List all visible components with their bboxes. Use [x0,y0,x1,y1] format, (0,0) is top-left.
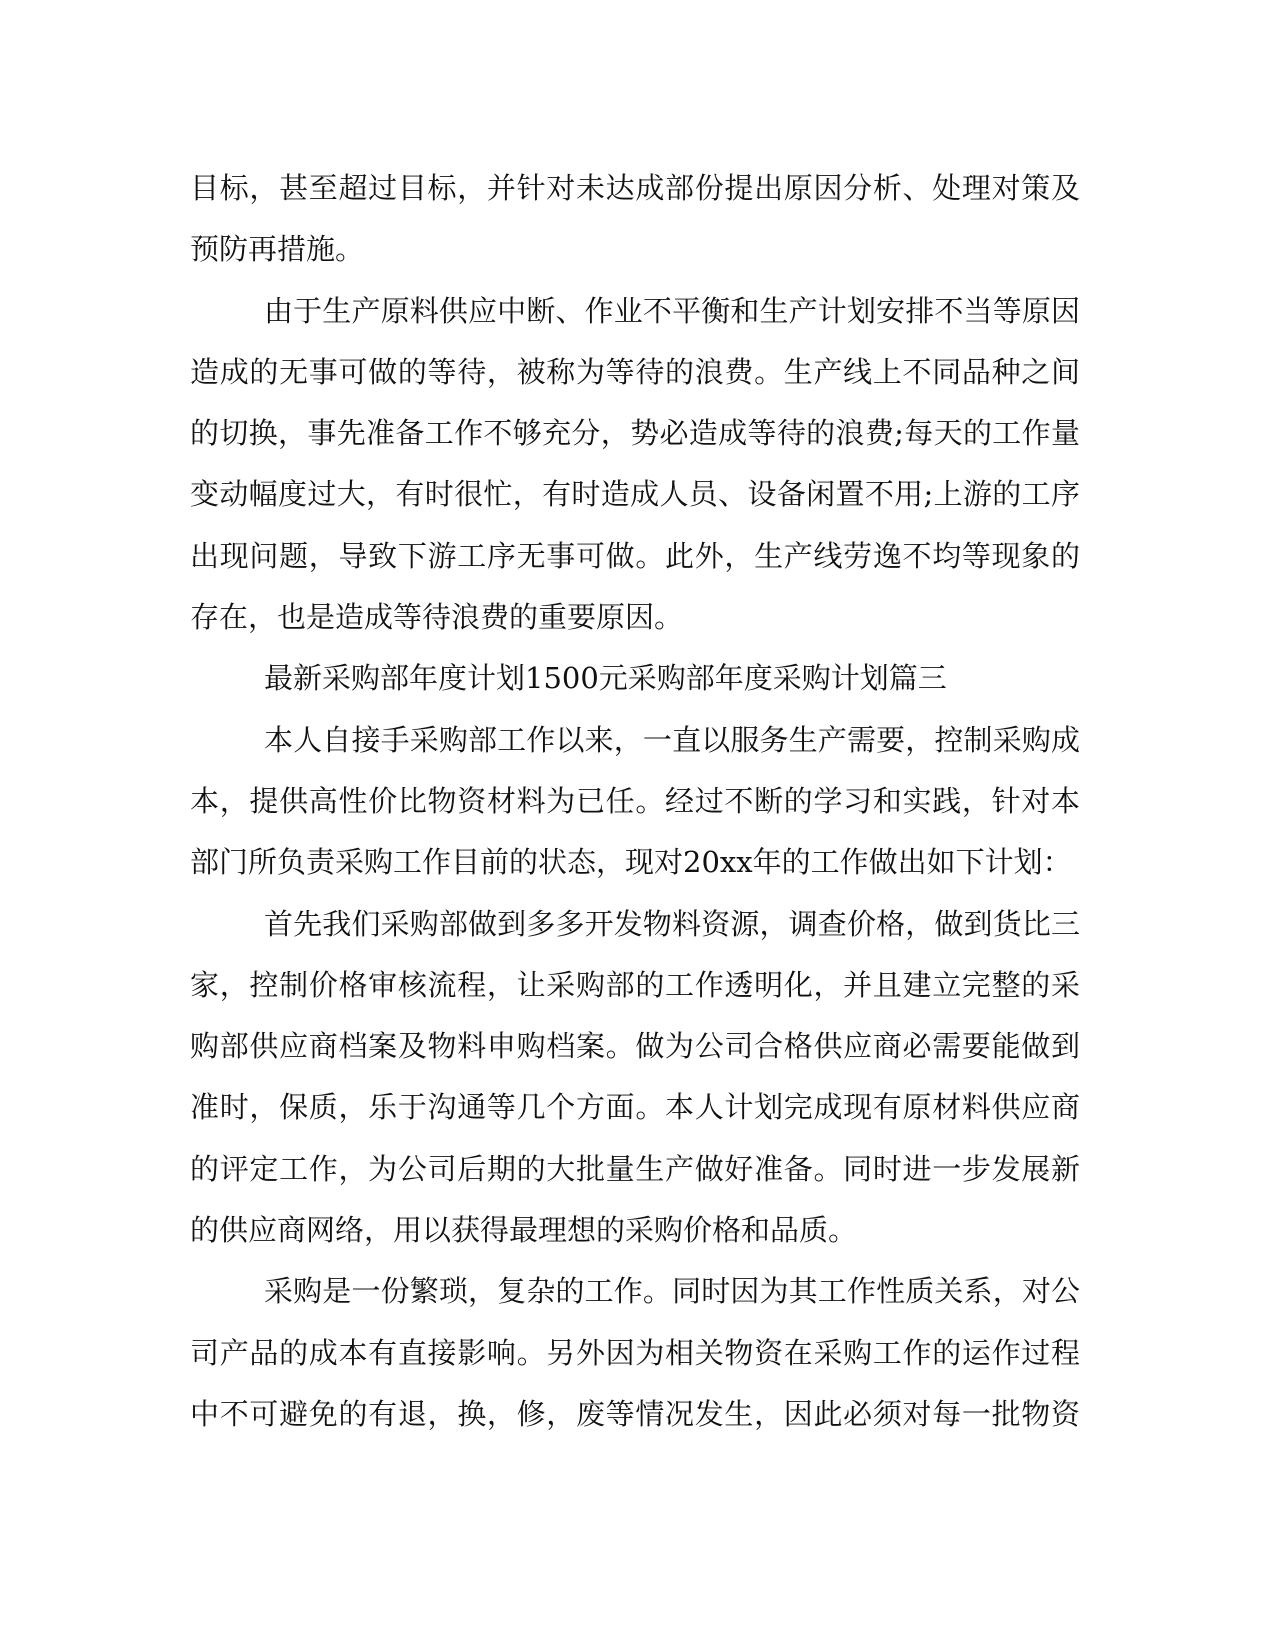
text-line: 的供应商网络，用以获得最理想的采购价格和品质。 [190,1213,858,1248]
text-line: 本，提供高性价比物资材料为已任。经过不断的学习和实践，针对本 [190,783,1080,818]
text-line: 采购是一份繁琐，复杂的工作。同时因为其工作性质关系，对公 [264,1274,1080,1309]
text-line: 造成的无事可做的等待，被称为等待的浪费。生产线上不同品种之间 [190,354,1080,389]
text-line: 家，控制价格审核流程，让采购部的工作透明化，并且建立完整的采 [190,967,1080,1002]
text-line: 的评定工作，为公司后期的大批量生产做好准备。同时进一步发展新 [190,1151,1080,1186]
text-line: 由于生产原料供应中断、作业不平衡和生产计划安排不当等原因 [264,293,1080,328]
text-line: 购部供应商档案及物料申购档案。做为公司合格供应商必需要能做到 [190,1029,1080,1064]
text-line: 本人自接手采购部工作以来，一直以服务生产需要，控制采购成 [264,722,1080,757]
text-line: 中不可避免的有退，换，修，废等情况发生，因此必须对每一批物资 [190,1396,1080,1431]
text-line: 的切换，事先准备工作不够充分，势必造成等待的浪费;每天的工作量 [190,416,1080,451]
text-line: 准时，保质，乐于沟通等几个方面。本人计划完成现有原材料供应商 [190,1090,1080,1125]
text-line: 司产品的成本有直接影响。另外因为相关物资在采购工作的运作过程 [190,1335,1080,1370]
text-line: 部门所负责采购工作目前的状态，现对20xx年的工作做出如下计划： [190,845,1072,880]
text-line: 变动幅度过大，有时很忙，有时造成人员、设备闲置不用;上游的工序 [190,477,1080,512]
text-line: 存在，也是造成等待浪费的重要原因。 [190,600,684,635]
text-line: 目标，甚至超过目标，并针对未达成部份提出原因分析、处理对策及 [190,171,1080,205]
text-line: 最新采购部年度计划1500元采购部年度采购计划篇三 [264,661,947,696]
text-line: 出现问题，导致下游工序无事可做。此外，生产线劳逸不均等现象的 [190,538,1080,573]
text-line: 预防再措施。 [190,232,365,267]
document-body [190,158,1080,1445]
text-line: 首先我们采购部做到多多开发物料资源，调查价格，做到货比三 [264,906,1080,941]
